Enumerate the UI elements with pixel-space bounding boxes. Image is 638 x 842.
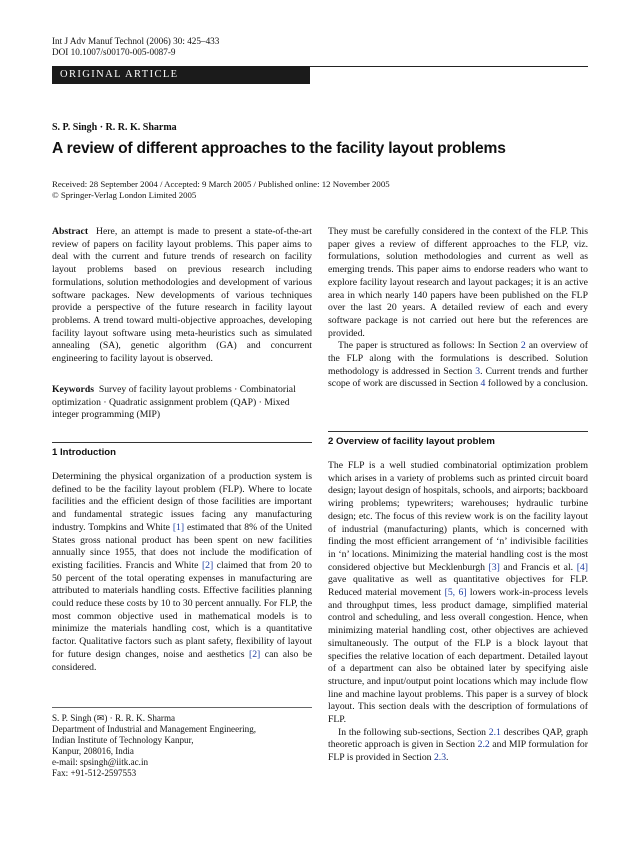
intro-body [52, 471, 312, 674]
intro-continued-paragraph: They must be carefully considered in the context of the FLP. This paper gives a review of different approaches to the FLP, viz. formulations, solution methodologies and current as well as emerging trends. This paper aims to endorse readers who want to explore facility layout research and layout packages; it is an active area in which nearly 140 papers have been published on the FLP over the last 20 years. A detailed review of each and every software package is not carried out here but the references are provided. [328, 226, 588, 339]
abstract-text: Here, an attempt is made to present a state-of-the-art review of papers on facility layout problems. This paper aims to deal with the current and future trends of research on facility layout problems based on previous research including formulations, solution methodologies and development of various software packages. New developments of various techniques provide a perspective of the future research in facility layout problems. A trend toward multi-objective approaches, developing facility layout software using meta-heuristics such as simulated annealing (SA), genetic algorithm (GA) and concurrent engineering to facility layout is observed. [52, 226, 312, 365]
section2-text-5: In the following sub-sections, Section [338, 726, 489, 738]
section-link-2[interactable]: 2 [520, 340, 526, 352]
citation-2b[interactable]: [2] [248, 648, 261, 660]
author-list: S. P. Singh · R. R. K. Sharma [52, 122, 177, 133]
intro-text-3: claimed that from 20 to 50 percent of the total operating expenses in manufacturing are attributed to materials handling costs. Effective facilities planning could reduce these costs by 10 to 30 percent annually. For FLP, the most common objective used in mathematical models is to minimize the materials handling cost, which is a quantitative factor. Qualitative factors such as plant safety, flexibility of layout for future design changes, noise and aesthetics [52, 559, 312, 660]
journal-doi: DOI 10.1007/s00170-005-0087-9 [52, 47, 176, 57]
section-link-3[interactable]: 3 [475, 365, 481, 377]
article-type-label: ORIGINAL ARTICLE [60, 69, 179, 80]
affiliation-institute: Indian Institute of Technology Kanpur, [52, 735, 194, 745]
citation-5-6[interactable]: [5, 6] [444, 587, 467, 599]
publication-history: Received: 28 September 2004 / Accepted: 9 March 2005 / Published online: 12 November 2005 [52, 179, 390, 189]
section2-rule [328, 431, 588, 432]
keywords-text: Survey of facility layout problems · Combinatorial optimization · Quadratic assignment problem (QAP) · Mixed integer programming (MIP) [52, 384, 296, 421]
affiliation-city: Kanpur, 208016, India [52, 746, 134, 756]
section2-heading: 2 Overview of facility layout problem [328, 436, 495, 447]
intro-rule [52, 442, 312, 443]
intro-text-1: Determining the physical organization of a production system is defined to be the facility layout problem (FLP). Where to locate facilities and the efficient design of those facilities are important and fundamental strategic issues facing any manufacturing industry. Tompkins and White [52, 471, 312, 533]
intro-text-2: estimated that 8% of the United States gross national product has been spent on new facilities annually since 1955, that does not include the modification of existing facilities. Francis and White [52, 521, 312, 571]
affiliation-email[interactable]: e-mail: spsingh@iitk.ac.in [52, 757, 149, 767]
section2-text-7: and MIP formulation for FLP is provided in Section [328, 739, 589, 764]
affiliation-fax: Fax: +91-512-2597553 [52, 768, 137, 778]
affiliation-department: Department of Industrial and Management Engineering, [52, 724, 257, 734]
section-link-2-2[interactable]: 2.2 [477, 739, 490, 751]
section2-paragraph-1 [328, 460, 588, 727]
structure-text-2: an overview of the FLP along with the formulations is described. Solution methodology is addressed in Section [328, 340, 588, 377]
section2-text-8: . [446, 752, 449, 764]
section-link-2-1[interactable]: 2.1 [488, 726, 501, 738]
citation-3[interactable]: [3] [488, 561, 500, 573]
abstract-block [52, 226, 312, 366]
section2-text-1: The FLP is a well studied combinatorial optimization problem which arises in a variety of problems such as printed circuit board design; layout design of hospitals, schools, and airports; backboard wiring problems; typewriters; warehouses; hydraulic turbine design; etc. The focus of this review work is on the facility layout of industrial (manufacturing) plants, which is concerned with finding the most efficient arrangement of ‘n’ indivisible facilities in ‘n’ locations. Minimizing the material handling cost is the most considered objective but Mecklenburgh [328, 460, 588, 573]
section-link-4[interactable]: 4 [480, 378, 486, 390]
journal-line-1: Int J Adv Manuf Technol (2006) 30: 425–433 [52, 36, 220, 46]
affiliation-authors: S. P. Singh (✉) · R. R. K. Sharma [52, 713, 176, 723]
footnote-rule [52, 707, 312, 708]
journal-citation [52, 36, 219, 58]
structure-paragraph [328, 340, 588, 391]
article-dates [52, 179, 390, 201]
section2-text-2: and Francis et al. [499, 561, 577, 573]
section2-paragraph-2 [328, 727, 588, 765]
citation-2[interactable]: [2] [201, 559, 214, 571]
intro-paragraph [52, 471, 312, 674]
section2-body [328, 460, 588, 765]
intro-heading: 1 Introduction [52, 447, 116, 458]
keywords-label: Keywords [52, 384, 94, 395]
copyright-line: © Springer-Verlag London Limited 2005 [52, 190, 197, 200]
structure-text-4: followed by a conclusion. [485, 378, 588, 390]
structure-text-1: The paper is structured as follows: In Section [338, 340, 521, 352]
banner-rule [310, 66, 588, 67]
abstract-label: Abstract [52, 226, 89, 237]
section-link-2-3[interactable]: 2.3 [433, 752, 447, 764]
keywords-block [52, 384, 312, 422]
section2-text-6: describes QAP, graph theoretic approach is given in Section [328, 726, 589, 751]
structure-text-3: . Current trends and further scope of work are discussed in Section [328, 365, 588, 390]
section2-text-3: gave qualitative as well as quantitative objectives for FLP. Reduced material movement [328, 574, 588, 599]
author-affiliation [52, 713, 312, 779]
citation-4[interactable]: [4] [576, 561, 588, 573]
article-title: A review of different approaches to the facility layout problems [52, 140, 506, 157]
section2-text-4: lowers work-in-process levels and throughput times, less product damage, simplified material control and scheduling, and less overall congestion. Hence, when minimizing material handling cost, other objectives are achieved simultaneously. The output of the FLP is a block layout that specifies the relative location of each department. Detailed layout of a department can also be obtained later by specifying aisle structure, and input/output point locations which may include flow line and machine layout problems. This paper is a survey of block layout. This section deals with the description of formulations of FLP. [328, 587, 589, 726]
intro-text-4: can also be considered. [52, 648, 312, 673]
citation-1[interactable]: [1] [172, 521, 185, 533]
intro-continued [328, 226, 588, 391]
